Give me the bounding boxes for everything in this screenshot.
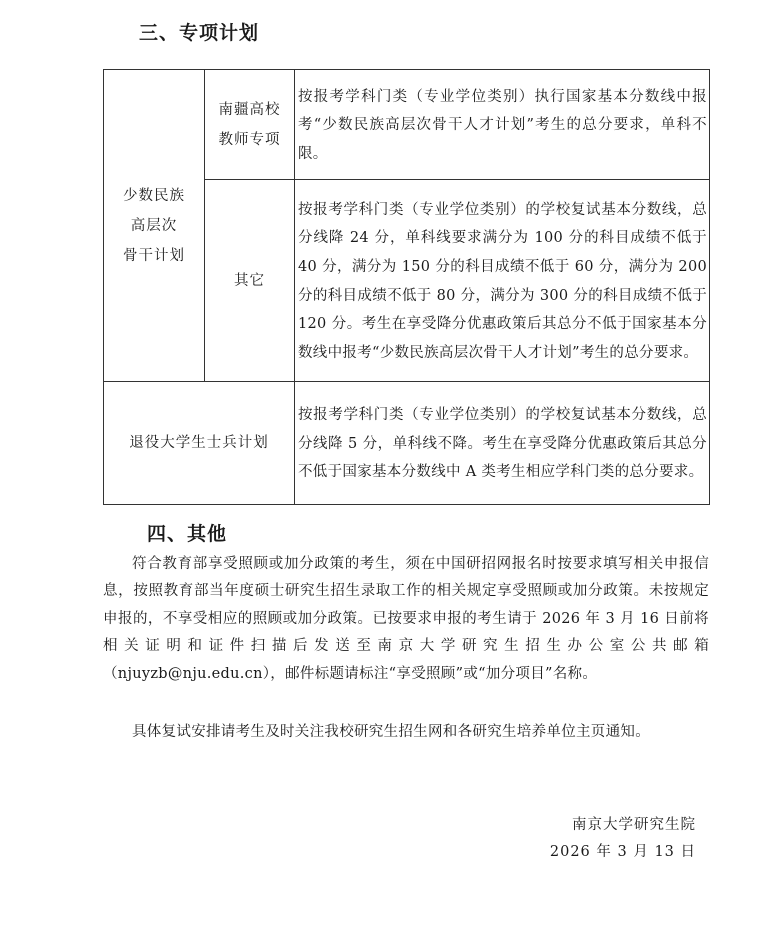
section-3-heading: 三、专项计划 <box>139 22 260 44</box>
south-xinjiang-teacher-cell <box>205 70 295 180</box>
minority-plan-name-line: 高层次 <box>130 217 178 234</box>
veteran-plan-desc: 按报考学科门类（专业学位类别）的学校复试基本分数线，总分线降 5 分，单科线不降。考生在享受降分优惠政策后其总分不低于国家基本分数线中 A 类考生相应学科门类的总分要求。 <box>295 382 710 505</box>
minority-plan-name-line: 少数民族 <box>123 187 185 204</box>
section-4-paragraph-1: 符合教育部享受照顾或加分政策的考生，须在中国研招网报名时按要求填写相关申报信息，按照教育部当年度硕士研究生招生录取工作的相关规定享受照顾或加分政策。未按规定申报的，不享受相应的照顾或加分政策。已按要求申报的考生请于 2026 年 3 月 16 日前将相关证明和证件扫描后发送至南京大学研究生招生办公室公共邮箱（njuyzb@nju.edu.cn），邮件标题请标注“享受照顾”或“加分项目”名称。 <box>103 556 709 682</box>
veteran-plan-name-cell: 退役大学生士兵计划 <box>104 382 295 505</box>
other-sub-plan-cell: 其它 <box>205 180 295 382</box>
table-row <box>104 70 710 180</box>
sub-plan-name-line: 教师专项 <box>218 131 281 148</box>
section-4-paragraph-2: 具体复试安排请考生及时关注我校研究生招生网和各研究生培养单位主页通知。 <box>132 724 650 740</box>
south-xinjiang-teacher-desc: 按报考学科门类（专业学位类别）执行国家基本分数线中报考“少数民族高层次骨干人才计划”考生的总分要求，单科不限。 <box>295 70 710 180</box>
signature-date: 2026 年 3 月 13 日 <box>549 844 696 860</box>
minority-plan-name-line: 骨干计划 <box>123 247 185 264</box>
other-sub-plan-desc: 按报考学科门类（专业学位类别）的学校复试基本分数线，总分线降 24 分，单科线要求满分为 100 分的科目成绩不低于 40 分，满分为 150 分的科目成绩不低于 60 分，满分为 200 分的科目成绩不低于 80 分，满分为 300 分的科目成绩不低于 120 分。考生在享受降分优惠政策后其总分不低于国家基本分数线中报考“少数民族高层次骨干人才计划”考生的总分要求。 <box>295 180 710 382</box>
minority-plan-name-cell <box>104 70 205 382</box>
signature-org: 南京大学研究生院 <box>572 817 696 833</box>
special-plan-table <box>103 69 710 505</box>
sub-plan-name-line: 南疆高校 <box>218 101 281 118</box>
section-4-heading: 四、其他 <box>147 523 228 545</box>
table-row <box>104 382 710 505</box>
